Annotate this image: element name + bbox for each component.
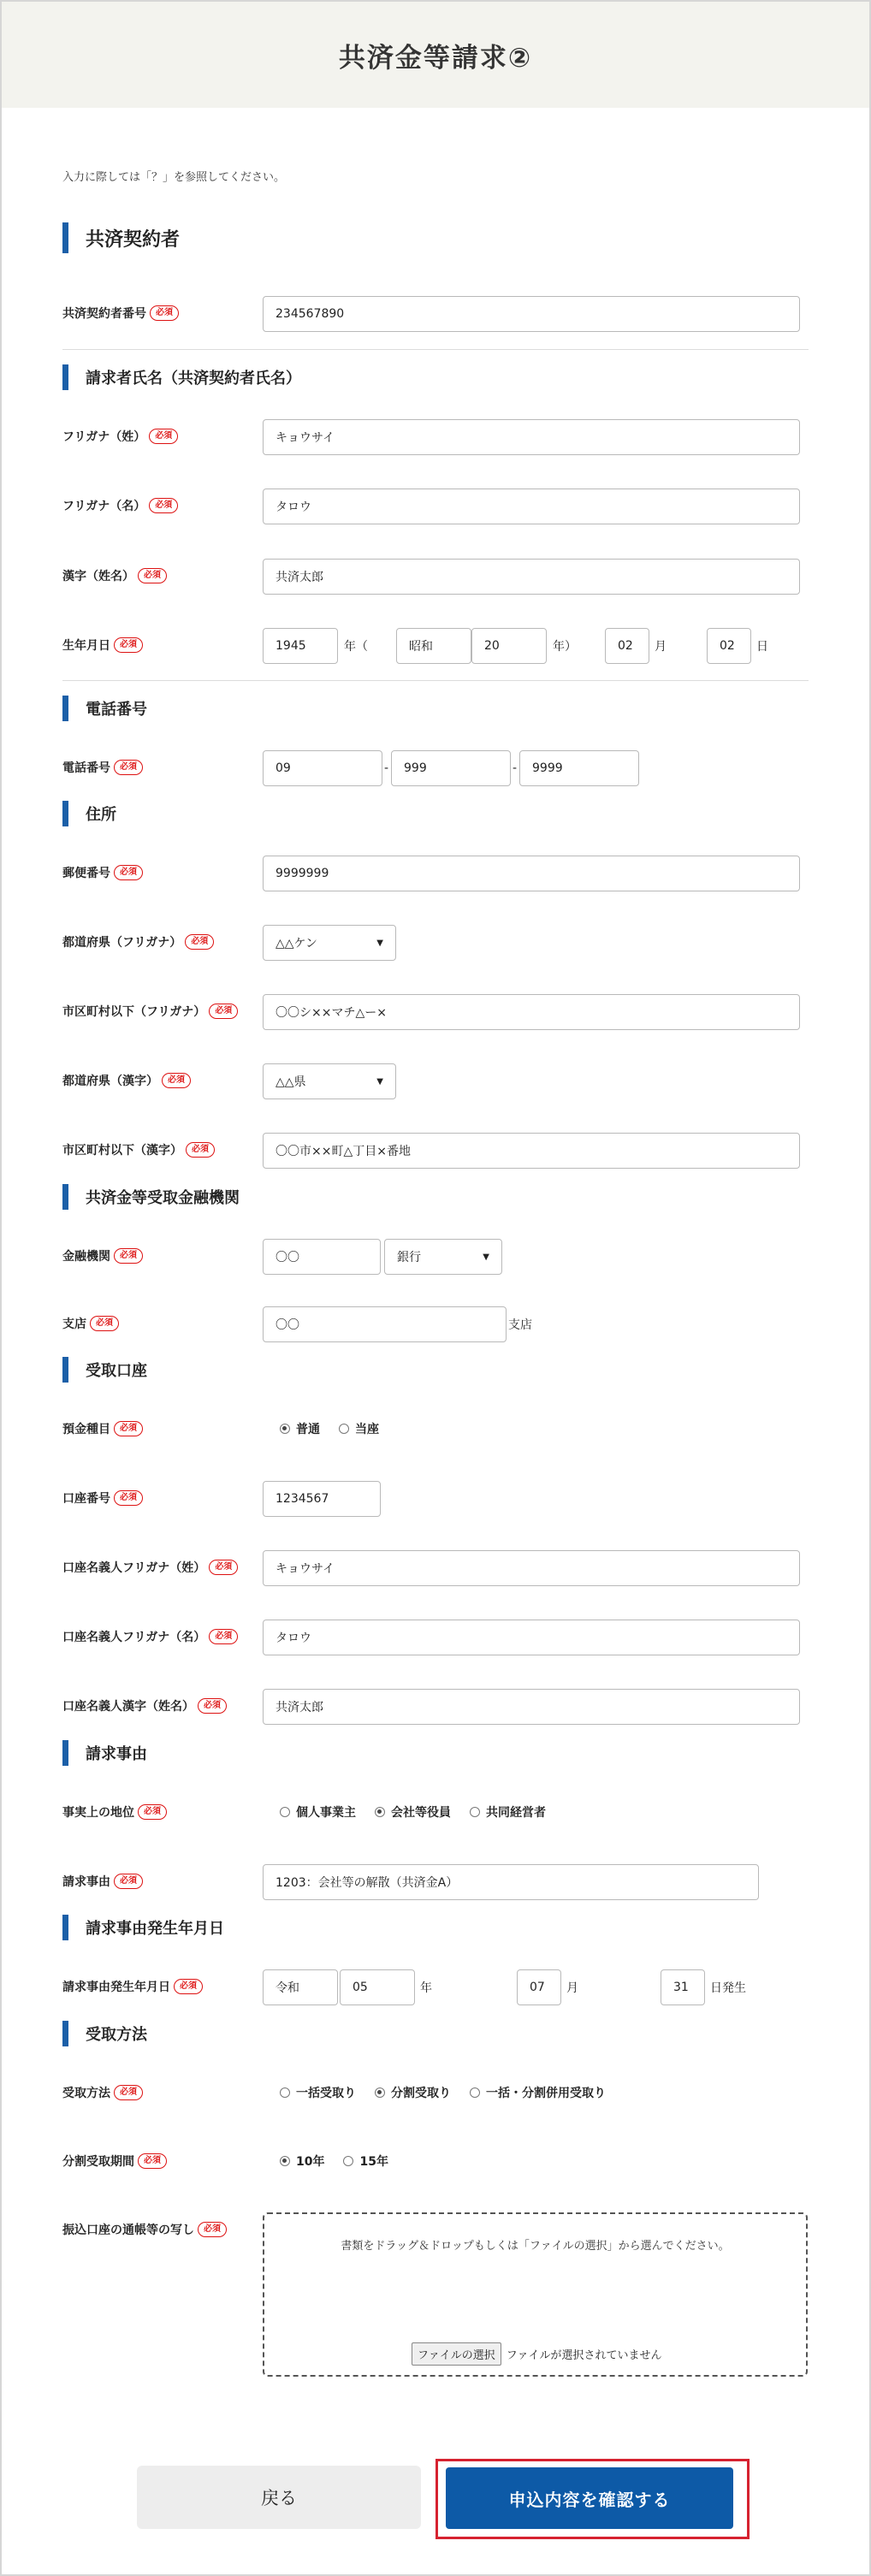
postal-label-text: 郵便番号 [62,867,110,880]
status-label [62,1795,167,1829]
required-badge: 必須 [114,1874,143,1889]
account-number-label [62,1481,143,1515]
required-badge: 必須 [138,568,167,583]
kana-first-input[interactable]: タロウ [263,489,800,524]
reason-date-day-input[interactable]: 31 [661,1969,705,2005]
birth-era-year-unit: 年） [553,640,577,654]
back-button[interactable]: 戻る [137,2466,421,2529]
status-option-officer[interactable] [375,1803,451,1821]
installment-period-option-label: 15年 [359,2155,388,2169]
radio-unchecked [280,1807,290,1817]
phone-separator: - [513,761,518,775]
holder-kanji-label-text: 口座名義人漢字（姓名） [62,1700,194,1714]
installment-period-option-15[interactable] [343,2153,388,2170]
reason-date-month-input[interactable]: 07 [517,1969,561,2005]
radio-checked [280,2156,290,2166]
receive-method-label-text: 受取方法 [62,2087,110,2100]
city-kanji-input[interactable]: 〇〇市××町△丁目×番地 [263,1133,800,1169]
required-badge: 必須 [114,1490,143,1506]
holder-kana-first-label [62,1620,238,1654]
branch-suffix: 支店 [508,1318,532,1332]
branch-input[interactable]: 〇〇 [263,1306,507,1342]
section-title-reason: 請求事由 [62,1740,147,1766]
installment-period-label [62,2144,167,2178]
reason-date-label [62,1969,203,2004]
kana-first-label-text: フリガナ（名） [62,500,146,513]
birth-day-input[interactable]: 02 [707,628,751,664]
pref-kana-label-text: 都道府県（フリガナ） [62,936,182,950]
radio-unchecked [470,2087,480,2098]
status-label-text: 事実上の地位 [62,1806,134,1820]
kana-last-label [62,419,178,453]
branch-label-text: 支店 [62,1318,86,1331]
receive-method-option-label: 分割受取り [391,2087,451,2100]
phone-part1-input[interactable]: 09 [263,750,382,786]
required-badge: 必須 [114,2085,143,2100]
section-title-phone: 電話番号 [62,696,147,721]
pref-kanji-select[interactable] [263,1063,396,1099]
city-kanji-label-text: 市区町村以下（漢字） [62,1144,182,1158]
radio-checked [375,2087,385,2098]
holder-kanji-input[interactable]: 共済太郎 [263,1689,800,1725]
required-badge: 必須 [149,498,178,513]
receive-method-option-combined[interactable] [470,2084,606,2101]
page-title: 共済金等請求② [338,42,533,74]
status-option-label: 共同経営者 [486,1806,546,1820]
status-option-sole-proprietor[interactable] [280,1803,356,1821]
choose-file-button[interactable]: ファイルの選択 [412,2342,501,2366]
caret-down-icon: ▼ [376,1076,383,1087]
bank-name-input[interactable]: 〇〇 [263,1239,381,1275]
status-option-co-manager[interactable] [470,1803,546,1821]
reason-label-text: 請求事由 [62,1875,110,1889]
account-number-label-text: 口座番号 [62,1492,110,1506]
birth-year-unit: 年（ [344,640,368,654]
section-title-reason-date: 請求事由発生年月日 [62,1915,224,1940]
required-badge: 必須 [198,1698,227,1714]
branch-label [62,1306,119,1341]
reason-date-year-unit: 年 [420,1981,432,1995]
deposit-type-radio-group [280,1412,398,1446]
section-title-contractor: 共済契約者 [62,222,180,253]
required-badge: 必須 [209,1004,238,1019]
reason-date-day-unit: 日発生 [710,1981,746,1995]
contract-number-label [62,296,179,330]
contract-number-input[interactable]: 234567890 [263,296,800,332]
birth-day-unit: 日 [756,640,768,654]
installment-period-option-label: 10年 [296,2155,325,2169]
required-badge: 必須 [90,1316,119,1331]
passbook-copy-label-text: 振込口座の通帳等の写し [62,2224,194,2237]
receive-method-option-lump-sum[interactable] [280,2084,356,2101]
city-kanji-label [62,1133,215,1167]
status-option-label: 会社等役員 [391,1806,451,1820]
reason-date-year-input[interactable]: 05 [340,1969,415,2005]
required-badge: 必須 [114,760,143,775]
account-number-input[interactable]: 1234567 [263,1481,381,1517]
required-badge: 必須 [114,865,143,880]
kanji-name-label-text: 漢字（姓名） [62,570,134,583]
pref-kanji-value: △△県 [276,1075,306,1089]
city-kana-label [62,994,238,1028]
phone-part3-input[interactable]: 9999 [519,750,639,786]
required-badge: 必須 [174,1979,203,1994]
section-title-bank: 共済金等受取金融機関 [62,1184,240,1210]
holder-kana-first-input[interactable]: タロウ [263,1620,800,1655]
deposit-type-option-label: 当座 [355,1423,379,1436]
holder-kana-last-input[interactable]: キョウサイ [263,1550,800,1586]
holder-kana-last-label [62,1550,238,1584]
pref-kanji-label-text: 都道府県（漢字） [62,1075,158,1088]
birth-month-unit: 月 [655,640,667,654]
pref-kanji-label [62,1063,191,1098]
no-file-text: ファイルが選択されていません [506,2349,662,2362]
file-input-row [412,2342,662,2366]
deposit-type-option-current[interactable] [339,1420,379,1437]
required-badge: 必須 [114,1421,143,1436]
city-kana-input[interactable]: 〇〇シ××マチ△ー× [263,994,800,1030]
reason-date-era-input[interactable]: 令和 [263,1969,338,2005]
pref-kana-value: △△ケン [276,937,317,950]
required-badge: 必須 [138,1804,167,1820]
city-kana-label-text: 市区町村以下（フリガナ） [62,1005,206,1019]
status-radio-group [280,1795,565,1829]
section-title-claimant-name: 請求者氏名（共済契約者氏名） [62,364,301,390]
reason-label [62,1864,143,1898]
divider [62,349,809,350]
radio-unchecked [280,2087,290,2098]
contract-number-label-text: 共済契約者番号 [62,307,146,321]
holder-kanji-label [62,1689,227,1723]
required-badge: 必須 [138,2153,167,2169]
dropzone-instruction: 書類をドラッグ＆ドロップもしくは「ファイルの選択」から選んでください。 [341,2240,730,2253]
deposit-type-label-text: 預金種目 [62,1423,110,1436]
intro-text: 入力に際しては「？」を参照してください。 [62,171,286,184]
birth-era-input[interactable]: 昭和 [396,628,471,664]
receive-method-option-label: 一括受取り [296,2087,356,2100]
kana-first-label [62,489,178,523]
reason-date-month-unit: 月 [566,1981,578,1995]
birth-label-text: 生年月日 [62,639,110,653]
page-header [2,2,869,108]
receive-method-radio-group [280,2076,625,2110]
installment-period-option-10[interactable] [280,2153,324,2170]
required-badge: 必須 [162,1073,191,1088]
required-badge: 必須 [114,1248,143,1264]
section-title-address: 住所 [62,801,116,826]
reason-select[interactable]: 1203：会社等の解散（共済金A） [263,1864,759,1900]
bank-type-select[interactable] [384,1239,502,1275]
required-badge: 必須 [114,637,143,653]
phone-separator: - [384,761,389,775]
receive-method-label [62,2076,143,2110]
postal-label [62,856,143,890]
radio-unchecked [470,1807,480,1817]
birth-label [62,628,143,662]
section-title-account: 受取口座 [62,1357,147,1383]
required-badge: 必須 [185,934,214,950]
holder-kana-last-label-text: 口座名義人フリガナ（姓） [62,1561,206,1575]
kana-last-input[interactable]: キョウサイ [263,419,800,455]
bank-name-label [62,1239,143,1273]
caret-down-icon: ▼ [376,938,383,948]
caret-down-icon: ▼ [483,1252,489,1262]
radio-unchecked [343,2156,353,2166]
required-badge: 必須 [209,1560,238,1575]
file-dropzone[interactable] [263,2212,808,2377]
deposit-type-option-ordinary[interactable] [280,1420,320,1437]
confirm-button[interactable]: 申込内容を確認する [446,2467,733,2529]
deposit-type-label [62,1412,143,1446]
receive-method-option-label: 一括・分割併用受取り [486,2087,606,2100]
receive-method-option-installment[interactable] [375,2084,451,2101]
phone-label-text: 電話番号 [62,761,110,775]
phone-part2-input[interactable]: 999 [391,750,511,786]
radio-checked [280,1424,290,1434]
installment-period-radio-group [280,2144,407,2178]
pref-kana-label [62,925,214,959]
reason-date-label-text: 請求事由発生年月日 [62,1981,170,1994]
required-badge: 必須 [209,1629,238,1644]
kanji-name-label [62,559,167,593]
required-badge: 必須 [149,429,178,444]
required-badge: 必須 [150,305,179,321]
postal-code-input[interactable]: 9999999 [263,856,800,891]
holder-kana-first-label-text: 口座名義人フリガナ（名） [62,1631,206,1644]
radio-unchecked [339,1424,349,1434]
passbook-copy-label [62,2212,227,2247]
birth-era-year-input[interactable]: 20 [471,628,547,664]
installment-period-label-text: 分割受取期間 [62,2155,134,2169]
kana-last-label-text: フリガナ（姓） [62,430,146,444]
deposit-type-option-label: 普通 [296,1423,320,1436]
required-badge: 必須 [186,1142,215,1158]
required-badge: 必須 [198,2222,227,2237]
kanji-name-input[interactable]: 共済太郎 [263,559,800,595]
phone-label [62,750,143,785]
bank-type-value: 銀行 [397,1251,421,1264]
section-title-method: 受取方法 [62,2021,147,2046]
divider [62,680,809,681]
birth-month-input[interactable]: 02 [605,628,649,664]
bank-name-label-text: 金融機関 [62,1250,110,1264]
pref-kana-select[interactable] [263,925,396,961]
radio-checked [375,1807,385,1817]
birth-year-input[interactable]: 1945 [263,628,338,664]
status-option-label: 個人事業主 [296,1806,356,1820]
